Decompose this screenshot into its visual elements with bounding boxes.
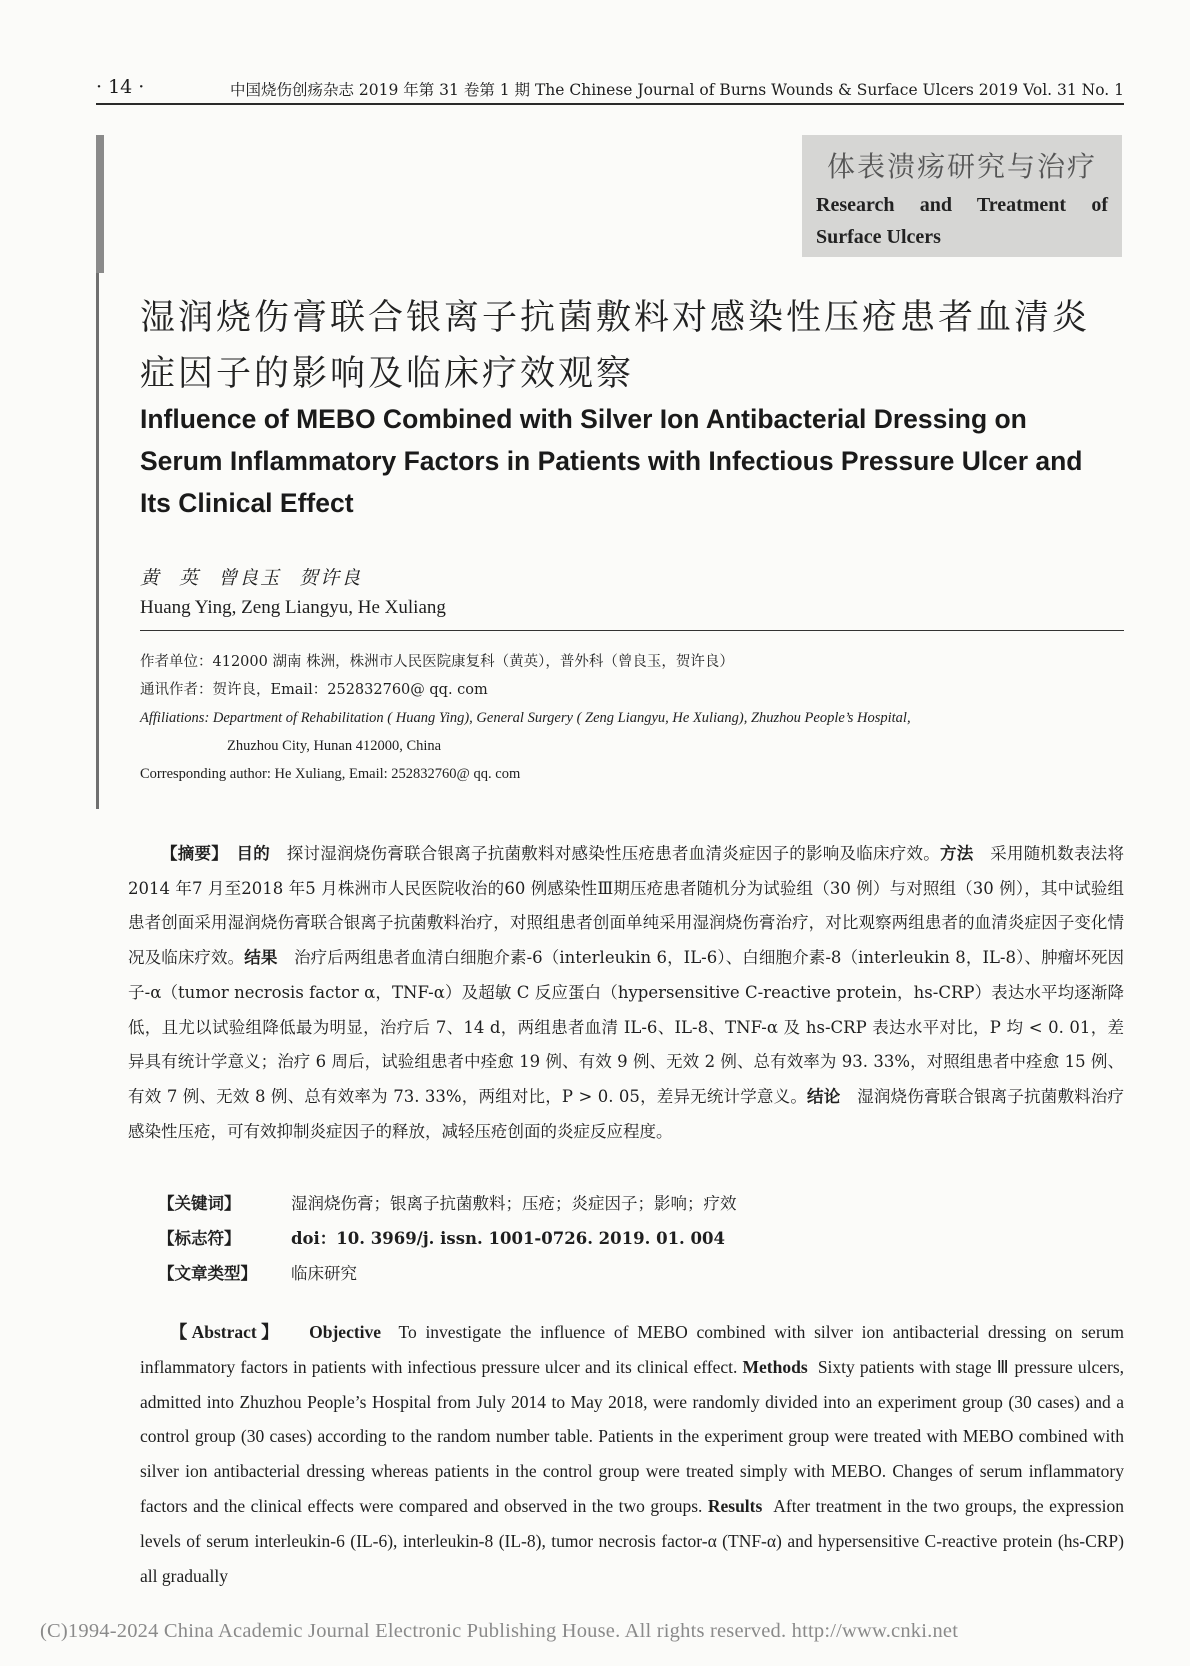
methods-en-label: Methods xyxy=(742,1356,808,1377)
doi xyxy=(158,1225,725,1249)
affiliation-en: Affiliations: Department of Rehabilitation ( Huang Ying), General Surgery ( Zeng Liangyu, He Xuliang), Zhuzhou People’s Hospital, xyxy=(140,710,911,726)
authors-en: Huang Ying, Zeng Liangyu, He Xuliang xyxy=(140,597,446,618)
objective-en-label: Objective xyxy=(309,1322,382,1342)
page-number: · 14 · xyxy=(96,76,145,98)
column-title-cn: 体表溃疡研究与治疗 xyxy=(826,150,1097,183)
methods-label: 方法 xyxy=(940,844,974,863)
conclusion-label: 结论 xyxy=(807,1086,841,1106)
decorative-bar xyxy=(96,273,99,809)
abstract-cn xyxy=(128,837,1124,1149)
article-type xyxy=(158,1260,357,1284)
doi-value: doi：10. 3969/j. issn. 1001-0726. 2019. 01. 004 xyxy=(291,1229,725,1248)
article-type-value: 临床研究 xyxy=(291,1264,357,1283)
results-en-text: After treatment in the two groups, the expression levels of serum interleukin-6 (IL-6), interleukin-8 (IL-8), tumor necrosis factor-α (TNF-α) and hypersensitive C-reactive protein (hs-CRP) all gradually xyxy=(140,1495,1125,1586)
column-title-en: Research and Treatment of Surface Ulcers xyxy=(816,194,1108,248)
abstract-en-label: 【Abstract】 xyxy=(169,1322,283,1342)
objective-en-text: To investigate the influence of MEBO combined with silver ion antibacterial dressing on serum inflammatory factors in patients with infectious pressure ulcer and its clinical effect. xyxy=(140,1322,1125,1377)
conclusion-text: 湿润烧伤膏联合银离子抗菌敷料治疗感染性压疮，可有效抑制炎症因子的释放，减轻压疮创面的炎症反应程度。 xyxy=(128,1086,1125,1141)
article-title-en: Influence of MEBO Combined with Silver Ion Antibacterial Dressing on Serum Inflammatory Factors in Patients with Infectious Pressure Ulcer and Its Clinical Effect xyxy=(140,404,1083,518)
journal-citation: 中国烧伤创疡杂志 2019 年第 31 卷第 1 期 The Chinese Journal of Burns Wounds & Surface Ulcers 2019 Vol. 31 No. 1 xyxy=(229,81,1124,99)
doi-label: 【标志符】 xyxy=(158,1229,241,1248)
article-type-label: 【文章类型】 xyxy=(158,1264,257,1283)
running-header xyxy=(96,76,1124,102)
affiliation-cn: 作者单位：412000 湖南 株洲，株洲市人民医院康复科（黄英），普外科（曾良玉，贺许良） xyxy=(140,654,734,670)
copyright-footer: (C)1994-2024 China Academic Journal Electronic Publishing House. All rights reserved. http://www.cnki.net xyxy=(40,1620,959,1642)
decorative-bar xyxy=(96,135,104,273)
abstract-label: 【摘要】 xyxy=(161,844,220,863)
header-rule xyxy=(96,103,1124,105)
article-title-cn: 湿润烧伤膏联合银离子抗菌敷料对感染性压疮患者血清炎症因子的影响及临床疗效观察 xyxy=(140,298,1091,394)
objective-text: 探讨湿润烧伤膏联合银离子抗菌敷料对感染性压疮患者血清炎症因子的影响及临床疗效。 xyxy=(286,844,940,863)
objective-label: 目的 xyxy=(236,844,270,863)
abstract-en xyxy=(140,1315,1124,1593)
column-banner xyxy=(802,135,1122,257)
keywords-label: 【关键词】 xyxy=(158,1194,241,1213)
corresponding-author-en: Corresponding author: He Xuliang, Email: 252832760@ qq. com xyxy=(140,766,521,782)
authors-cn: 黄 英 曾良玉 贺许良 xyxy=(140,567,363,589)
methods-text: 采用随机数表法将2014 年7 月至2018 年5 月株洲市人民医院收治的60 例感染性Ⅲ期压疮患者随机分为试验组（30 例）与对照组（30 例），其中试验组患者创面采用湿润烧伤膏联合银离子抗菌敷料治疗，对照组患者创面单纯采用湿润烧伤膏治疗，对比观察两组患者的血清炎症因子变化情况及临床疗效。 xyxy=(128,844,1124,968)
corresponding-author-cn: 通讯作者：贺许良，Email：252832760@ qq. com xyxy=(140,682,488,698)
results-label: 结果 xyxy=(244,948,278,968)
results-en-label: Results xyxy=(707,1495,763,1516)
keywords-value: 湿润烧伤膏；银离子抗菌敷料；压疮；炎症因子；影响；疗效 xyxy=(291,1194,737,1213)
affiliation-en-continued: Zhuzhou City, Hunan 412000, China xyxy=(227,738,442,754)
methods-en-text: Sixty patients with stage Ⅲ pressure ulcers, admitted into Zhuzhou People’s Hospital from July 2014 to May 2018, were randomly divided into an experiment group (30 cases) and a control group (30 cases) according to the random number table. Patients in the experiment group were treated with MEBO combined with silver ion antibacterial dressing whereas patients in the control group were treated simply with MEBO. Changes of serum inflammatory factors and the clinical effects were compared and observed in the two groups. xyxy=(140,1356,1125,1516)
author-rule xyxy=(140,630,1124,631)
keywords xyxy=(158,1190,737,1214)
results-text: 治疗后两组患者血清白细胞介素-6（interleukin 6，IL-6）、白细胞介素-8（interleukin 8，IL-8）、肿瘤坏死因子-α（tumor necrosis factor α，TNF-α）及超敏 C 反应蛋白（hypersensitive C-reactive protein，hs-CRP）表达水平均逐渐降低，且尤以试验组降低最为明显，治疗后 7、14 d，两组患者血清 IL-6、IL-8、TNF-α 及 hs-CRP 表达水平对比，P 均 < 0. 01，差异具有统计学意义；治疗 6 周后，试验组患者中痊愈 19 例、有效 9 例、无效 2 例、总有效率为 93. 33%，对照组患者中痊愈 15 例、有效 7 例、无效 8 例、总有效率为 73. 33%，两组对比，P > 0. 05，差异无统计学意义。 xyxy=(128,948,1124,1106)
